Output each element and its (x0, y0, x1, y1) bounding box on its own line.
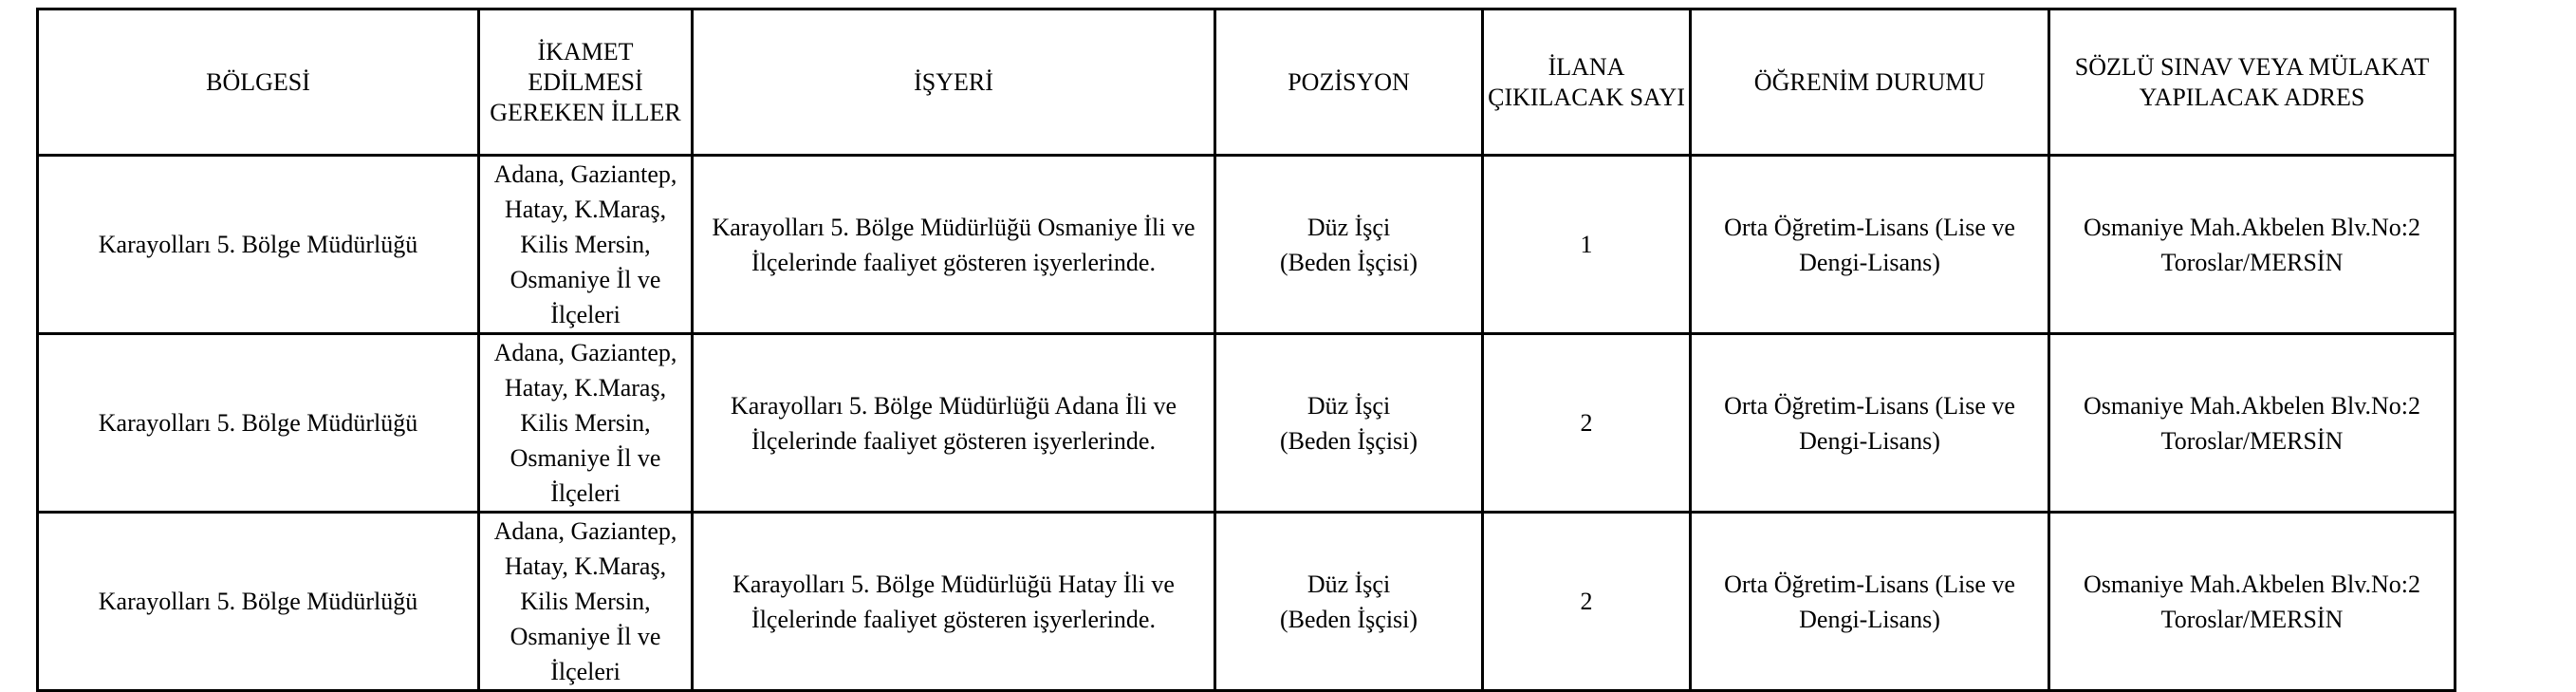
cell-education: Orta Öğretim-Lisans (Lise ve Dengi-Lisans) (1691, 156, 2049, 334)
header-count: İLANA ÇIKILACAK SAYI (1483, 9, 1691, 156)
position-detail: (Beden İşçisi) (1279, 248, 1418, 276)
address-line-2: Toroslar/MERSİN (2160, 248, 2344, 276)
job-listing-table (36, 8, 2456, 692)
table-row (38, 156, 2456, 334)
cell-education: Orta Öğretim-Lisans (Lise ve Dengi-Lisans) (1691, 513, 2049, 691)
cell-provinces: Adana, Gaziantep, Hatay, K.Maraş, Kilis Mersin, Osmaniye İl ve İlçeleri (479, 513, 693, 691)
cell-address (2049, 513, 2456, 691)
header-position: POZİSYON (1215, 9, 1483, 156)
header-provinces: İKAMET EDİLMESİ GEREKEN İLLER (479, 9, 693, 156)
cell-position (1215, 156, 1483, 334)
position-detail: (Beden İşçisi) (1279, 605, 1418, 633)
cell-region: Karayolları 5. Bölge Müdürlüğü (38, 513, 479, 691)
cell-workplace: Karayolları 5. Bölge Müdürlüğü Hatay İli ve İlçelerinde faaliyet gösteren işyerlerinde. (693, 513, 1215, 691)
header-workplace: İŞYERİ (693, 9, 1215, 156)
cell-position (1215, 334, 1483, 513)
cell-count: 2 (1483, 334, 1691, 513)
cell-workplace: Karayolları 5. Bölge Müdürlüğü Osmaniye İli ve İlçelerinde faaliyet gösteren işyerlerinde. (693, 156, 1215, 334)
cell-address (2049, 334, 2456, 513)
address-line-1: Osmaniye Mah.Akbelen Blv.No:2 (2083, 391, 2421, 420)
cell-education: Orta Öğretim-Lisans (Lise ve Dengi-Lisans) (1691, 334, 2049, 513)
table-header-row (38, 9, 2456, 156)
cell-count: 1 (1483, 156, 1691, 334)
address-line-2: Toroslar/MERSİN (2160, 605, 2344, 633)
header-region: BÖLGESİ (38, 9, 479, 156)
address-line-2: Toroslar/MERSİN (2160, 426, 2344, 455)
table-row (38, 513, 2456, 691)
header-education: ÖĞRENİM DURUMU (1691, 9, 2049, 156)
cell-provinces: Adana, Gaziantep, Hatay, K.Maraş, Kilis Mersin, Osmaniye İl ve İlçeleri (479, 334, 693, 513)
cell-region: Karayolları 5. Bölge Müdürlüğü (38, 334, 479, 513)
position-title: Düz İşçi (1307, 391, 1391, 420)
table-row (38, 334, 2456, 513)
cell-provinces: Adana, Gaziantep, Hatay, K.Maraş, Kilis Mersin, Osmaniye İl ve İlçeleri (479, 156, 693, 334)
cell-workplace: Karayolları 5. Bölge Müdürlüğü Adana İli ve İlçelerinde faaliyet gösteren işyerlerinde. (693, 334, 1215, 513)
cell-count: 2 (1483, 513, 1691, 691)
address-line-1: Osmaniye Mah.Akbelen Blv.No:2 (2083, 570, 2421, 598)
cell-address (2049, 156, 2456, 334)
position-detail: (Beden İşçisi) (1279, 426, 1418, 455)
header-address: SÖZLÜ SINAV VEYA MÜLAKAT YAPILACAK ADRES (2049, 9, 2456, 156)
address-line-1: Osmaniye Mah.Akbelen Blv.No:2 (2083, 213, 2421, 241)
position-title: Düz İşçi (1307, 213, 1391, 241)
position-title: Düz İşçi (1307, 570, 1391, 598)
cell-region: Karayolları 5. Bölge Müdürlüğü (38, 156, 479, 334)
cell-position (1215, 513, 1483, 691)
